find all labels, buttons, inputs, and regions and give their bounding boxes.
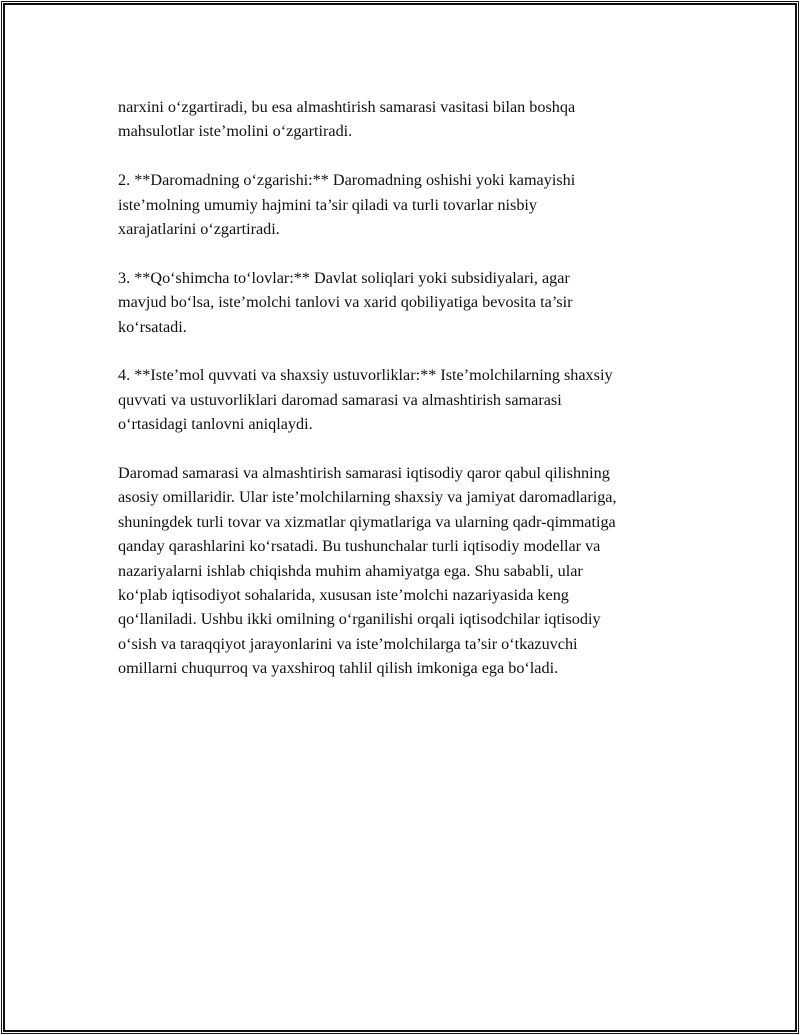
- text-line: o‘sish va taraqqiyot jarayonlarini va iste’molchilarga ta’sir o‘tkazuvchi: [118, 634, 578, 653]
- list-item-2: [118, 168, 698, 241]
- text-line: iste’molning umumiy hajmini ta’sir qiladi va turli tovarlar nisbiy: [118, 195, 538, 214]
- document-body: [118, 95, 698, 705]
- list-item-4: [118, 363, 698, 436]
- text-line: 4. **Iste’mol quvvati va shaxsiy ustuvorliklar:** Iste’molchilarning shaxsiy: [118, 366, 613, 385]
- conclusion-paragraph: [118, 461, 698, 681]
- text-line: nazariyalarni ishlab chiqishda muhim ahamiyatga ega. Shu sababli, ular: [118, 561, 583, 580]
- text-line: o‘rtasidagi tanlovni aniqlaydi.: [118, 415, 313, 434]
- text-line: 3. **Qo‘shimcha to‘lovlar:** Davlat soliqlari yoki subsidiyalari, agar: [118, 268, 570, 287]
- text-line: narxini o‘zgartiradi, bu esa almashtirish samarasi vasitasi bilan boshqa: [118, 98, 576, 116]
- text-line: quvvati va ustuvorliklari daromad samarasi va almashtirish samarasi: [118, 390, 562, 409]
- text-line: omillarni chuqurroq va yaxshiroq tahlil qilish imkoniga ega bo‘ladi.: [118, 659, 559, 678]
- text-line: shuningdek turli tovar va xizmatlar qiymatlariga va ularning qadr-qimmatiga: [118, 512, 616, 531]
- list-item-3: [118, 266, 698, 339]
- text-line: xarajatlarini o‘zgartiradi.: [118, 220, 280, 239]
- paragraph-continuation: [118, 95, 698, 144]
- text-line: mavjud bo‘lsa, iste’molchi tanlovi va xarid qobiliyatiga bevosita ta’sir: [118, 293, 573, 312]
- text-line: 2. **Daromadning o‘zgarishi:** Daromadning oshishi yoki kamayishi: [118, 171, 576, 190]
- text-line: ko‘plab iqtisodiyot sohalarida, xususan iste’molchi nazariyasida keng: [118, 586, 569, 605]
- text-line: qanday qarashlarini ko‘rsatadi. Bu tushunchalar turli iqtisodiy modellar va: [118, 537, 601, 556]
- text-line: mahsulotlar iste’molini o‘zgartiradi.: [118, 122, 353, 141]
- text-line: qo‘llaniladi. Ushbu ikki omilning o‘rganilishi orqali iqtisodchilar iqtisodiy: [118, 610, 601, 629]
- text-line: ko‘rsatadi.: [118, 317, 187, 336]
- text-line: asosiy omillaridir. Ular iste’molchilarning shaxsiy va jamiyat daromadlariga,: [118, 488, 617, 507]
- text-line: Daromad samarasi va almashtirish samarasi iqtisodiy qaror qabul qilishning: [118, 464, 610, 483]
